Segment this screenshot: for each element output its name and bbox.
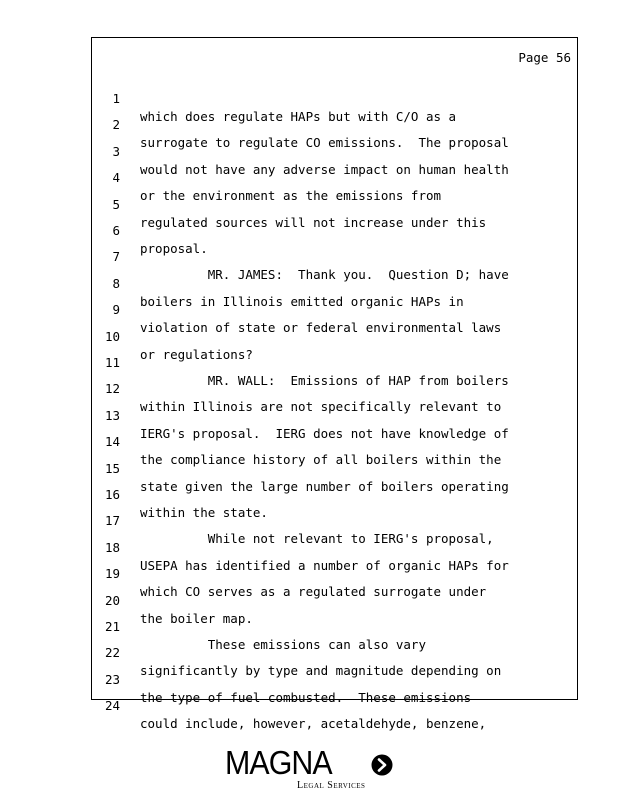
- line-number: 14: [104, 434, 120, 450]
- line-text: within the state.: [140, 505, 268, 520]
- line-text: IERG's proposal. IERG does not have knowledge of: [140, 425, 509, 441]
- chevron-right-circle-icon: [371, 754, 393, 776]
- transcript-line: [92, 204, 208, 256]
- line-text: While not relevant to IERG's proposal,: [140, 531, 494, 547]
- line-number: 3: [112, 143, 120, 159]
- line-text: or regulations?: [140, 346, 253, 362]
- line-number: 4: [112, 170, 120, 186]
- line-text: USEPA has identified a number of organic HAPs for: [140, 557, 509, 573]
- line-number: 19: [104, 566, 120, 582]
- line-text: proposal.: [140, 241, 208, 256]
- line-number: 10: [104, 328, 120, 344]
- line-number: 6: [112, 223, 120, 238]
- line-text: would not have any adverse impact on human health: [140, 161, 509, 177]
- transcript-line: [92, 310, 253, 362]
- line-text: MR. WALL: Emissions of HAP from boilers: [140, 373, 509, 388]
- transcript-line: [92, 72, 457, 124]
- line-number: 22: [104, 645, 120, 661]
- line-number: 24: [104, 698, 120, 714]
- line-text: the compliance history of all boilers within the: [140, 452, 502, 468]
- line-number: 8: [112, 275, 120, 291]
- line-number: 9: [112, 302, 120, 318]
- line-text: violation of state or federal environmental laws: [140, 320, 502, 336]
- line-number: 2: [112, 117, 120, 133]
- line-text: within Illinois are not specifically relevant to: [140, 399, 502, 415]
- line-number: 11: [104, 355, 120, 370]
- magna-logo: [225, 744, 395, 792]
- line-number: 15: [104, 460, 120, 476]
- line-text: the type of fuel combusted. These emissions: [140, 689, 472, 705]
- line-text: surrogate to regulate CO emissions. The proposal: [140, 135, 509, 151]
- line-text: These emissions can also vary: [140, 637, 426, 652]
- line-number: 7: [112, 249, 120, 265]
- line-text: state given the large number of boilers operating: [140, 478, 509, 494]
- line-number: 17: [104, 513, 120, 529]
- line-text: or the environment as the emissions from: [140, 188, 442, 204]
- line-text: could include, however, acetaldehyde, benzene,: [140, 716, 487, 732]
- line-number: 16: [104, 487, 120, 502]
- line-number: 12: [104, 381, 120, 397]
- transcript-line: [92, 468, 268, 520]
- line-number: 18: [104, 539, 120, 555]
- transcript-line: [92, 574, 253, 626]
- line-text: boilers in Illinois emitted organic HAPs in: [140, 293, 464, 309]
- line-number: 13: [104, 407, 120, 423]
- page-number: Page 56: [518, 50, 571, 65]
- line-number: 23: [104, 671, 120, 687]
- line-text: which does regulate HAPs but with C/O as a: [140, 109, 457, 124]
- logo-subtitle: Legal Services: [297, 780, 366, 791]
- line-number: 5: [112, 196, 120, 212]
- line-text: significantly by type and magnitude depending on: [140, 663, 502, 679]
- line-number: 1: [112, 91, 120, 106]
- line-number: 21: [104, 619, 120, 634]
- line-text: which CO serves as a regulated surrogate under: [140, 584, 487, 600]
- line-text: regulated sources will not increase under this: [140, 214, 487, 230]
- line-text: MR. JAMES: Thank you. Question D; have: [140, 267, 509, 283]
- transcript-page: [91, 37, 578, 732]
- line-number: 20: [104, 592, 120, 608]
- line-text: the boiler map.: [140, 610, 253, 626]
- logo-wordmark: MAGNA: [225, 744, 332, 781]
